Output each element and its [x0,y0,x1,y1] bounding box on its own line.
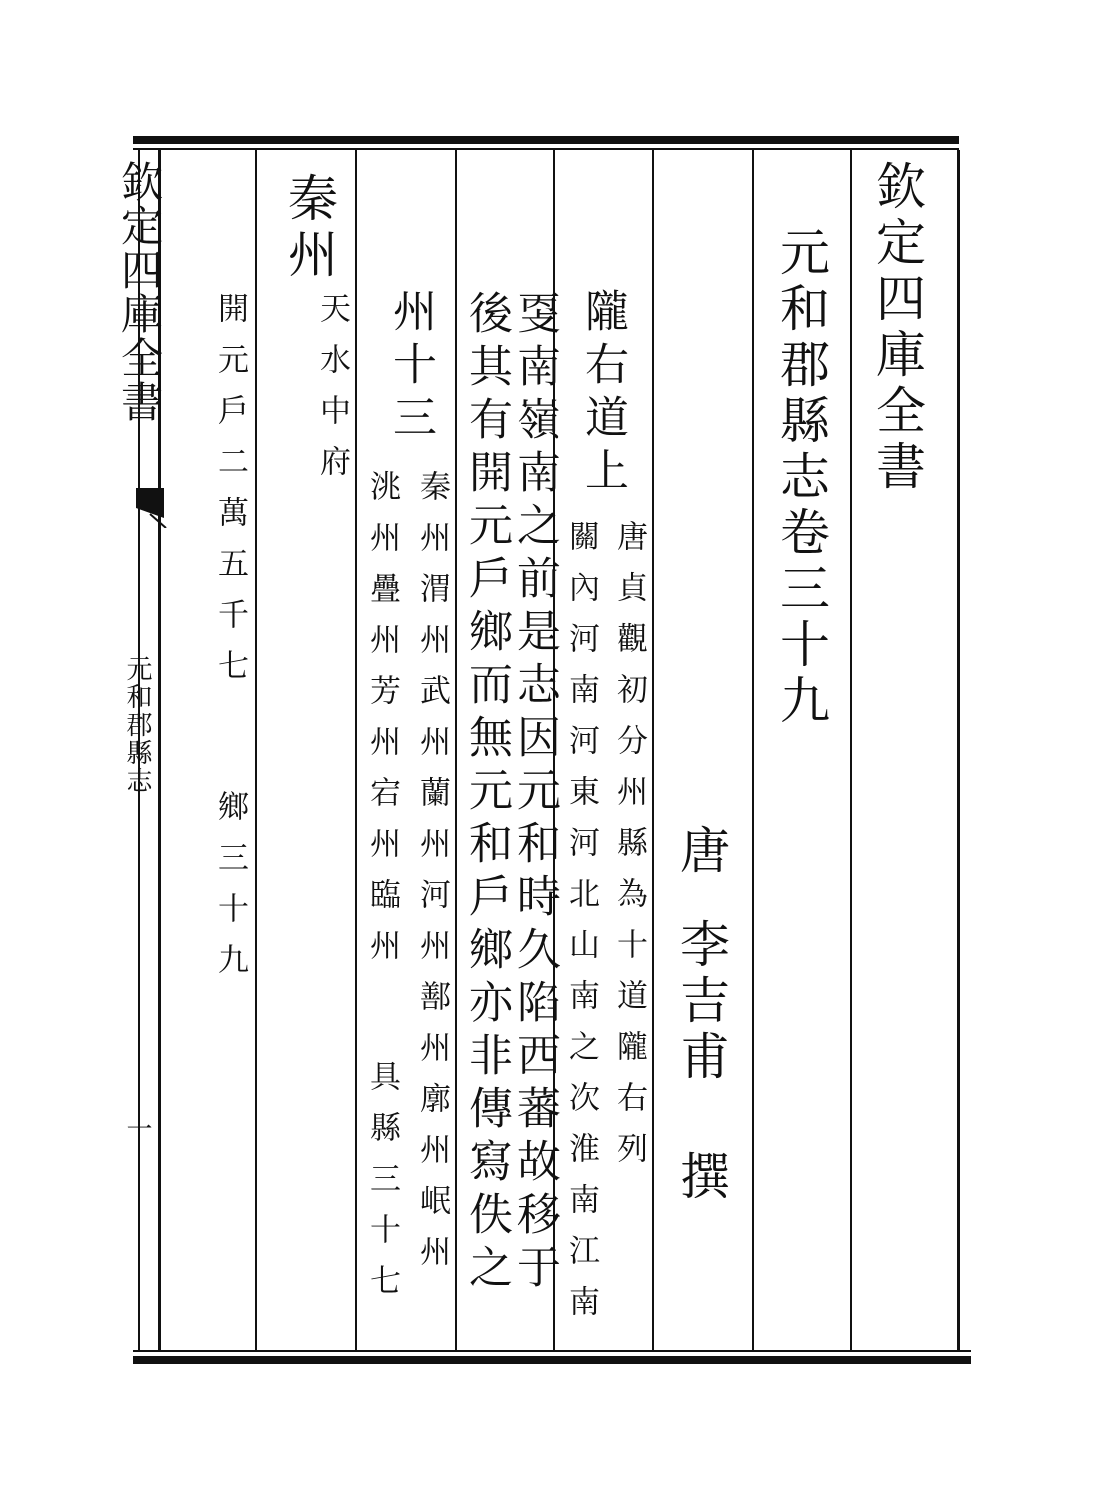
village-count: 鄉三十九 [212,790,248,994]
top-border-rule [133,136,959,144]
body-text-line-1: 㪅南嶺南之前是志因元和時久陷西蕃故移于 [509,290,560,1297]
edge-book-title: 欽定四庫全書 [115,160,164,424]
right-border-rule [957,150,960,1350]
prefecture-list-left: 洮州疊州芳州宕州臨州 [364,470,400,980]
book-title: 欽定四庫全書 [868,160,926,496]
household-count: 開元戶二萬五千七 [212,292,248,700]
prefecture-list-right: 秦州渭州武州蘭州河州鄯州廓州岷州 [414,470,450,1286]
column-divider [355,150,357,1350]
column-divider [752,150,754,1350]
prefecture-count: 州十三 [385,288,436,447]
body-text-line-2: 後其有開元戶鄉而無元和戶鄉亦非傳寫佚之 [461,290,512,1297]
county-count: 具縣三十七 [364,1060,400,1315]
volume-title: 元和郡縣志卷三十九 [772,226,830,730]
column-divider [850,150,852,1350]
column-divider [455,150,457,1350]
author-dynasty: 唐 [672,824,730,880]
section-note-left: 關內河南河東河北山南之次淮南江南 [563,520,599,1336]
fish-tail-mark [136,488,168,528]
bottom-border-rule [133,1356,971,1364]
author-verb: 撰 [672,1150,730,1206]
entry-note: 天水中府 [314,292,350,496]
section-heading: 隴右道上 [577,288,628,500]
page-number: 一 [122,1115,152,1143]
section-note-right: 唐貞觀初分州縣為十道隴右列 [611,520,647,1183]
column-divider [255,150,257,1350]
column-divider [652,150,654,1350]
bottom-border-rule-thin [133,1350,971,1352]
author-name: 李吉甫 [672,918,730,1086]
entry-heading: 秦州 [280,172,338,284]
margin-title: 元和郡縣志 [122,655,152,795]
